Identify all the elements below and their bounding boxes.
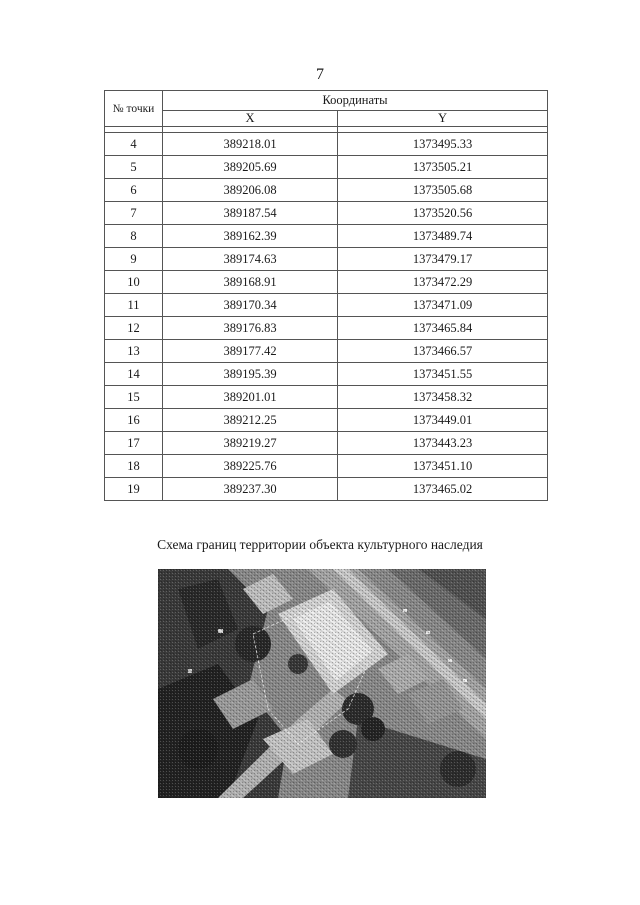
y-coordinate-cell: 1373520.56 [338, 202, 548, 225]
point-number-cell: 5 [105, 156, 163, 179]
y-coordinate-cell: 1373443.23 [338, 432, 548, 455]
y-coordinate-cell: 1373505.68 [338, 179, 548, 202]
y-coordinate-cell: 1373489.74 [338, 225, 548, 248]
x-coordinate-cell: 389162.39 [163, 225, 338, 248]
table-row [105, 409, 548, 432]
x-coordinate-cell: 389205.69 [163, 156, 338, 179]
point-number-header: № точки [105, 91, 163, 127]
table-row [105, 294, 548, 317]
table-row [105, 432, 548, 455]
x-header: X [163, 111, 338, 127]
point-number-cell: 12 [105, 317, 163, 340]
aerial-photo [158, 569, 486, 798]
table-row [105, 271, 548, 294]
point-number-cell: 13 [105, 340, 163, 363]
point-number-cell: 14 [105, 363, 163, 386]
point-number-cell: 4 [105, 133, 163, 156]
table-row [105, 363, 548, 386]
table-row [105, 340, 548, 363]
y-header: Y [338, 111, 548, 127]
x-coordinate-cell: 389195.39 [163, 363, 338, 386]
point-number-cell: 8 [105, 225, 163, 248]
figure-caption: Схема границ территории объекта культурного наследия [157, 537, 483, 552]
y-coordinate-cell: 1373465.02 [338, 478, 548, 501]
y-coordinate-cell: 1373451.55 [338, 363, 548, 386]
table-row [105, 478, 548, 501]
x-coordinate-cell: 389176.83 [163, 317, 338, 340]
point-number-cell: 11 [105, 294, 163, 317]
y-coordinate-cell: 1373495.33 [338, 133, 548, 156]
x-coordinate-cell: 389237.30 [163, 478, 338, 501]
x-coordinate-cell: 389177.42 [163, 340, 338, 363]
point-number-cell: 18 [105, 455, 163, 478]
table-row [105, 156, 548, 179]
point-number-cell: 19 [105, 478, 163, 501]
x-coordinate-cell: 389168.91 [163, 271, 338, 294]
x-coordinate-cell: 389174.63 [163, 248, 338, 271]
table-row [105, 202, 548, 225]
x-coordinate-cell: 389201.01 [163, 386, 338, 409]
x-coordinate-cell: 389170.34 [163, 294, 338, 317]
point-number-cell: 7 [105, 202, 163, 225]
table-row [105, 248, 548, 271]
table-row [105, 133, 548, 156]
x-coordinate-cell: 389218.01 [163, 133, 338, 156]
point-number-cell: 10 [105, 271, 163, 294]
table-row [105, 225, 548, 248]
coordinates-table-body [105, 133, 548, 501]
point-number-cell: 9 [105, 248, 163, 271]
y-coordinate-cell: 1373466.57 [338, 340, 548, 363]
y-coordinate-cell: 1373505.21 [338, 156, 548, 179]
x-coordinate-cell: 389187.54 [163, 202, 338, 225]
table-row [105, 386, 548, 409]
point-number-cell: 6 [105, 179, 163, 202]
y-coordinate-cell: 1373458.32 [338, 386, 548, 409]
x-coordinate-cell: 389206.08 [163, 179, 338, 202]
y-coordinate-cell: 1373472.29 [338, 271, 548, 294]
y-coordinate-cell: 1373451.10 [338, 455, 548, 478]
x-coordinate-cell: 389219.27 [163, 432, 338, 455]
table-row [105, 317, 548, 340]
y-coordinate-cell: 1373471.09 [338, 294, 548, 317]
point-number-cell: 15 [105, 386, 163, 409]
point-number-cell: 17 [105, 432, 163, 455]
table-row [105, 179, 548, 202]
coordinates-table [104, 90, 548, 501]
page-number: 7 [316, 66, 324, 83]
y-coordinate-cell: 1373479.17 [338, 248, 548, 271]
y-coordinate-cell: 1373449.01 [338, 409, 548, 432]
table-row [105, 455, 548, 478]
x-coordinate-cell: 389212.25 [163, 409, 338, 432]
y-coordinate-cell: 1373465.84 [338, 317, 548, 340]
x-coordinate-cell: 389225.76 [163, 455, 338, 478]
coordinates-header: Координаты [163, 91, 548, 111]
point-number-cell: 16 [105, 409, 163, 432]
